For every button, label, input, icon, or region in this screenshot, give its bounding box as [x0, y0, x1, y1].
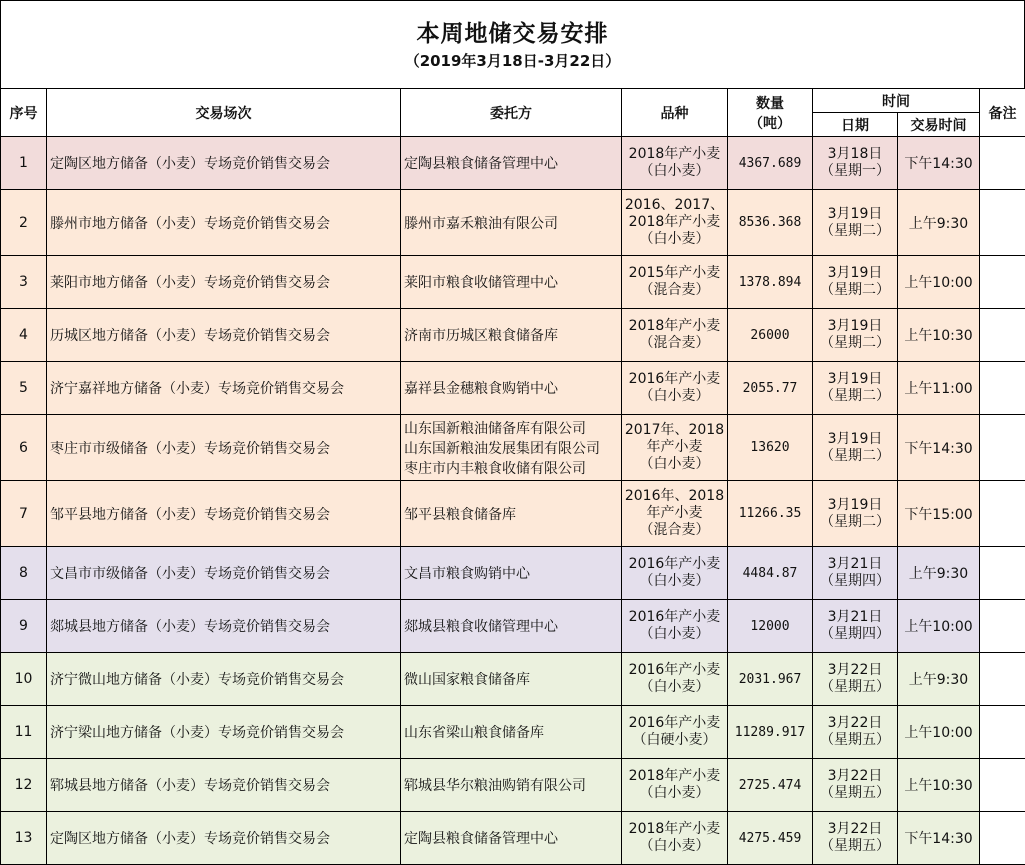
cell-client: [401, 547, 622, 600]
cell-seq: 3: [1, 256, 47, 309]
cell-quantity: 4275.459: [728, 812, 813, 865]
cell-remark: [980, 309, 1025, 362]
cell-variety: [622, 812, 728, 865]
client-line: 莱阳市粮食收储管理中心: [404, 275, 558, 291]
cell-trade-time: 上午10:00: [898, 256, 980, 309]
date-line: （星期二）: [820, 335, 890, 351]
header-time: 时间: [813, 89, 980, 113]
cell-trade-time: 上午11:00: [898, 362, 980, 415]
variety-line: （混合麦）: [639, 522, 710, 538]
header-client: 委托方: [401, 89, 622, 137]
variety-line: （白小麦）: [639, 456, 710, 472]
variety-line: 2016年产小麦: [628, 371, 721, 387]
cell-trade-time: 下午14:30: [898, 812, 980, 865]
cell-trade-time: 上午10:00: [898, 600, 980, 653]
cell-quantity: 8536.368: [728, 190, 813, 256]
variety-line: （混合麦）: [639, 335, 710, 351]
cell-date: [813, 481, 898, 547]
date-line: 3月19日: [827, 496, 883, 513]
cell-remark: [980, 415, 1025, 481]
cell-remark: [980, 256, 1025, 309]
cell-session: 邹平县地方储备（小麦）专场竞价销售交易会: [47, 481, 401, 547]
header-quantity-unit: （吨）: [749, 115, 791, 132]
cell-session: 济宁梁山地方储备（小麦）专场竞价销售交易会: [47, 706, 401, 759]
table-row: [1, 706, 1025, 759]
header-date: 日期: [813, 113, 898, 137]
variety-line: 2018年产小麦: [628, 318, 721, 334]
cell-variety: [622, 547, 728, 600]
date-line: 3月19日: [827, 205, 883, 222]
cell-session: 济宁微山地方储备（小麦）专场竞价销售交易会: [47, 653, 401, 706]
date-line: （星期二）: [820, 282, 890, 298]
cell-trade-time: 上午9:30: [898, 547, 980, 600]
cell-seq: 13: [1, 812, 47, 865]
cell-client: [401, 759, 622, 812]
title-block: [0, 0, 1025, 88]
cell-date: [813, 653, 898, 706]
cell-date: [813, 812, 898, 865]
cell-seq: 4: [1, 309, 47, 362]
cell-client: [401, 653, 622, 706]
cell-quantity: 2031.967: [728, 653, 813, 706]
table-row: [1, 481, 1025, 547]
client-line: 山东省梁山粮食储备库: [404, 725, 544, 741]
date-line: （星期五）: [820, 838, 890, 854]
cell-trade-time: 下午14:30: [898, 415, 980, 481]
date-line: 3月19日: [827, 318, 883, 334]
date-line: 3月19日: [827, 430, 883, 447]
header-remark: 备注: [980, 89, 1025, 137]
cell-date: [813, 309, 898, 362]
variety-line: （白小麦）: [639, 679, 710, 695]
cell-date: [813, 600, 898, 653]
client-line: 定陶县粮食储备管理中心: [404, 156, 558, 172]
variety-line: （白小麦）: [639, 231, 710, 247]
cell-seq: 6: [1, 415, 47, 481]
variety-line: （白小麦）: [639, 838, 710, 854]
cell-trade-time: 下午14:30: [898, 137, 980, 190]
table-row: [1, 137, 1025, 190]
cell-variety: [622, 759, 728, 812]
cell-trade-time: 上午9:30: [898, 190, 980, 256]
page-title: 本周地储交易安排: [416, 21, 609, 47]
cell-quantity: 11289.917: [728, 706, 813, 759]
cell-variety: [622, 309, 728, 362]
cell-seq: 8: [1, 547, 47, 600]
client-line: 郓城县华尔粮油购销有限公司: [404, 778, 586, 794]
variety-line: 年产小麦: [646, 439, 703, 455]
client-line: 嘉祥县金穗粮食购销中心: [404, 381, 558, 397]
cell-remark: [980, 481, 1025, 547]
client-line: 山东国新粮油发展集团有限公司: [404, 440, 600, 457]
cell-session: 郓城县地方储备（小麦）专场竞价销售交易会: [47, 759, 401, 812]
cell-remark: [980, 137, 1025, 190]
cell-date: [813, 190, 898, 256]
table-header: [1, 89, 1025, 137]
cell-quantity: 12000: [728, 600, 813, 653]
cell-seq: 5: [1, 362, 47, 415]
cell-date: [813, 137, 898, 190]
cell-session: 定陶区地方储备（小麦）专场竞价销售交易会: [47, 137, 401, 190]
variety-line: （白小麦）: [639, 388, 710, 404]
cell-variety: [622, 653, 728, 706]
cell-quantity: 13620: [728, 415, 813, 481]
header-trade-time: 交易时间: [898, 113, 980, 137]
table-body: [1, 137, 1025, 865]
header-seq: 序号: [1, 89, 47, 137]
variety-line: （白小麦）: [639, 163, 710, 179]
date-line: 3月22日: [827, 662, 883, 678]
date-line: 3月19日: [827, 371, 883, 387]
cell-variety: [622, 190, 728, 256]
cell-seq: 10: [1, 653, 47, 706]
cell-trade-time: 上午10:00: [898, 706, 980, 759]
client-line: 定陶县粮食储备管理中心: [404, 831, 558, 847]
table-row: [1, 812, 1025, 865]
cell-variety: [622, 415, 728, 481]
variety-line: 2016年产小麦: [628, 556, 721, 572]
table-row: [1, 190, 1025, 256]
date-line: 3月19日: [827, 265, 883, 281]
cell-trade-time: 下午15:00: [898, 481, 980, 547]
variety-line: （白小麦）: [639, 573, 710, 589]
cell-variety: [622, 137, 728, 190]
cell-quantity: 4484.87: [728, 547, 813, 600]
variety-line: 2017年、2018: [624, 422, 725, 438]
date-line: （星期二）: [820, 513, 890, 530]
cell-date: [813, 547, 898, 600]
header-quantity: [728, 89, 813, 137]
cell-session: 历城区地方储备（小麦）专场竞价销售交易会: [47, 309, 401, 362]
date-line: （星期二）: [820, 388, 890, 404]
table-row: [1, 547, 1025, 600]
header-session: 交易场次: [47, 89, 401, 137]
date-line: （星期二）: [820, 222, 890, 239]
cell-client: [401, 481, 622, 547]
cell-remark: [980, 653, 1025, 706]
table-row: [1, 256, 1025, 309]
cell-seq: 2: [1, 190, 47, 256]
date-line: （星期五）: [820, 679, 890, 695]
cell-session: 文昌市市级储备（小麦）专场竞价销售交易会: [47, 547, 401, 600]
cell-remark: [980, 190, 1025, 256]
cell-client: [401, 706, 622, 759]
table-row: [1, 415, 1025, 481]
date-line: （星期一）: [820, 163, 890, 179]
table-row: [1, 309, 1025, 362]
date-line: （星期四）: [820, 573, 890, 589]
cell-quantity: 1378.894: [728, 256, 813, 309]
client-line: 滕州市嘉禾粮油有限公司: [404, 215, 558, 232]
cell-date: [813, 706, 898, 759]
date-line: 3月21日: [827, 609, 883, 625]
table-row: [1, 759, 1025, 812]
cell-remark: [980, 547, 1025, 600]
cell-date: [813, 415, 898, 481]
cell-variety: [622, 481, 728, 547]
client-line: 郯城县粮食收储管理中心: [404, 619, 558, 635]
cell-quantity: 2725.474: [728, 759, 813, 812]
cell-session: 莱阳市地方储备（小麦）专场竞价销售交易会: [47, 256, 401, 309]
cell-client: [401, 415, 622, 481]
cell-trade-time: 上午10:30: [898, 309, 980, 362]
client-line: 枣庄市内丰粮食收储有限公司: [404, 460, 586, 477]
header-variety: 品种: [622, 89, 728, 137]
date-line: 3月21日: [827, 556, 883, 572]
cell-date: [813, 362, 898, 415]
cell-client: [401, 309, 622, 362]
cell-trade-time: 上午10:30: [898, 759, 980, 812]
schedule-table: [0, 88, 1025, 865]
cell-trade-time: 上午9:30: [898, 653, 980, 706]
cell-client: [401, 812, 622, 865]
variety-line: 2016年产小麦: [628, 715, 721, 731]
cell-date: [813, 256, 898, 309]
variety-line: 2016年、2018: [624, 488, 725, 504]
variety-line: （白小麦）: [639, 626, 710, 642]
cell-client: [401, 600, 622, 653]
variety-line: 2015年产小麦: [628, 265, 721, 281]
cell-client: [401, 256, 622, 309]
cell-variety: [622, 362, 728, 415]
variety-line: 年产小麦: [646, 505, 703, 521]
variety-line: （白硬小麦）: [632, 732, 717, 748]
variety-line: 2016、2017、: [624, 197, 725, 213]
date-line: （星期五）: [820, 732, 890, 748]
date-line: 3月22日: [827, 715, 883, 731]
variety-line: 2016年产小麦: [628, 662, 721, 678]
cell-quantity: 2055.77: [728, 362, 813, 415]
table-row: [1, 362, 1025, 415]
cell-session: 济宁嘉祥地方储备（小麦）专场竞价销售交易会: [47, 362, 401, 415]
cell-client: [401, 190, 622, 256]
date-line: （星期五）: [820, 785, 890, 801]
variety-line: 2016年产小麦: [628, 609, 721, 625]
variety-line: 2018年产小麦: [628, 146, 721, 162]
cell-seq: 9: [1, 600, 47, 653]
cell-quantity: 26000: [728, 309, 813, 362]
date-line: 3月22日: [827, 821, 883, 837]
page-subtitle: （2019年3月18日-3月22日）: [404, 52, 621, 70]
cell-quantity: 11266.35: [728, 481, 813, 547]
cell-session: 定陶区地方储备（小麦）专场竞价销售交易会: [47, 812, 401, 865]
cell-seq: 7: [1, 481, 47, 547]
date-line: （星期四）: [820, 626, 890, 642]
date-line: 3月18日: [827, 146, 883, 162]
cell-client: [401, 137, 622, 190]
cell-variety: [622, 706, 728, 759]
cell-session: 滕州市地方储备（小麦）专场竞价销售交易会: [47, 190, 401, 256]
client-line: 微山国家粮食储备库: [404, 672, 530, 688]
client-line: 山东国新粮油储备库有限公司: [404, 420, 586, 437]
date-line: （星期二）: [820, 447, 890, 464]
cell-variety: [622, 256, 728, 309]
cell-remark: [980, 812, 1025, 865]
variety-line: （白小麦）: [639, 785, 710, 801]
table-row: [1, 653, 1025, 706]
table-row: [1, 600, 1025, 653]
cell-remark: [980, 759, 1025, 812]
variety-line: 2018年产小麦: [628, 821, 721, 837]
date-line: 3月22日: [827, 768, 883, 784]
cell-client: [401, 362, 622, 415]
cell-remark: [980, 600, 1025, 653]
cell-remark: [980, 362, 1025, 415]
client-line: 文昌市粮食购销中心: [404, 566, 530, 582]
variety-line: （混合麦）: [639, 282, 710, 298]
variety-line: 2018年产小麦: [628, 214, 721, 230]
client-line: 济南市历城区粮食储备库: [404, 328, 558, 344]
header-quantity-label: 数量: [756, 95, 784, 112]
cell-date: [813, 759, 898, 812]
cell-seq: 1: [1, 137, 47, 190]
cell-session: 郯城县地方储备（小麦）专场竞价销售交易会: [47, 600, 401, 653]
cell-quantity: 4367.689: [728, 137, 813, 190]
cell-variety: [622, 600, 728, 653]
cell-session: 枣庄市市级储备（小麦）专场竞价销售交易会: [47, 415, 401, 481]
variety-line: 2018年产小麦: [628, 768, 721, 784]
cell-remark: [980, 706, 1025, 759]
client-line: 邹平县粮食储备库: [404, 506, 516, 523]
cell-seq: 11: [1, 706, 47, 759]
cell-seq: 12: [1, 759, 47, 812]
